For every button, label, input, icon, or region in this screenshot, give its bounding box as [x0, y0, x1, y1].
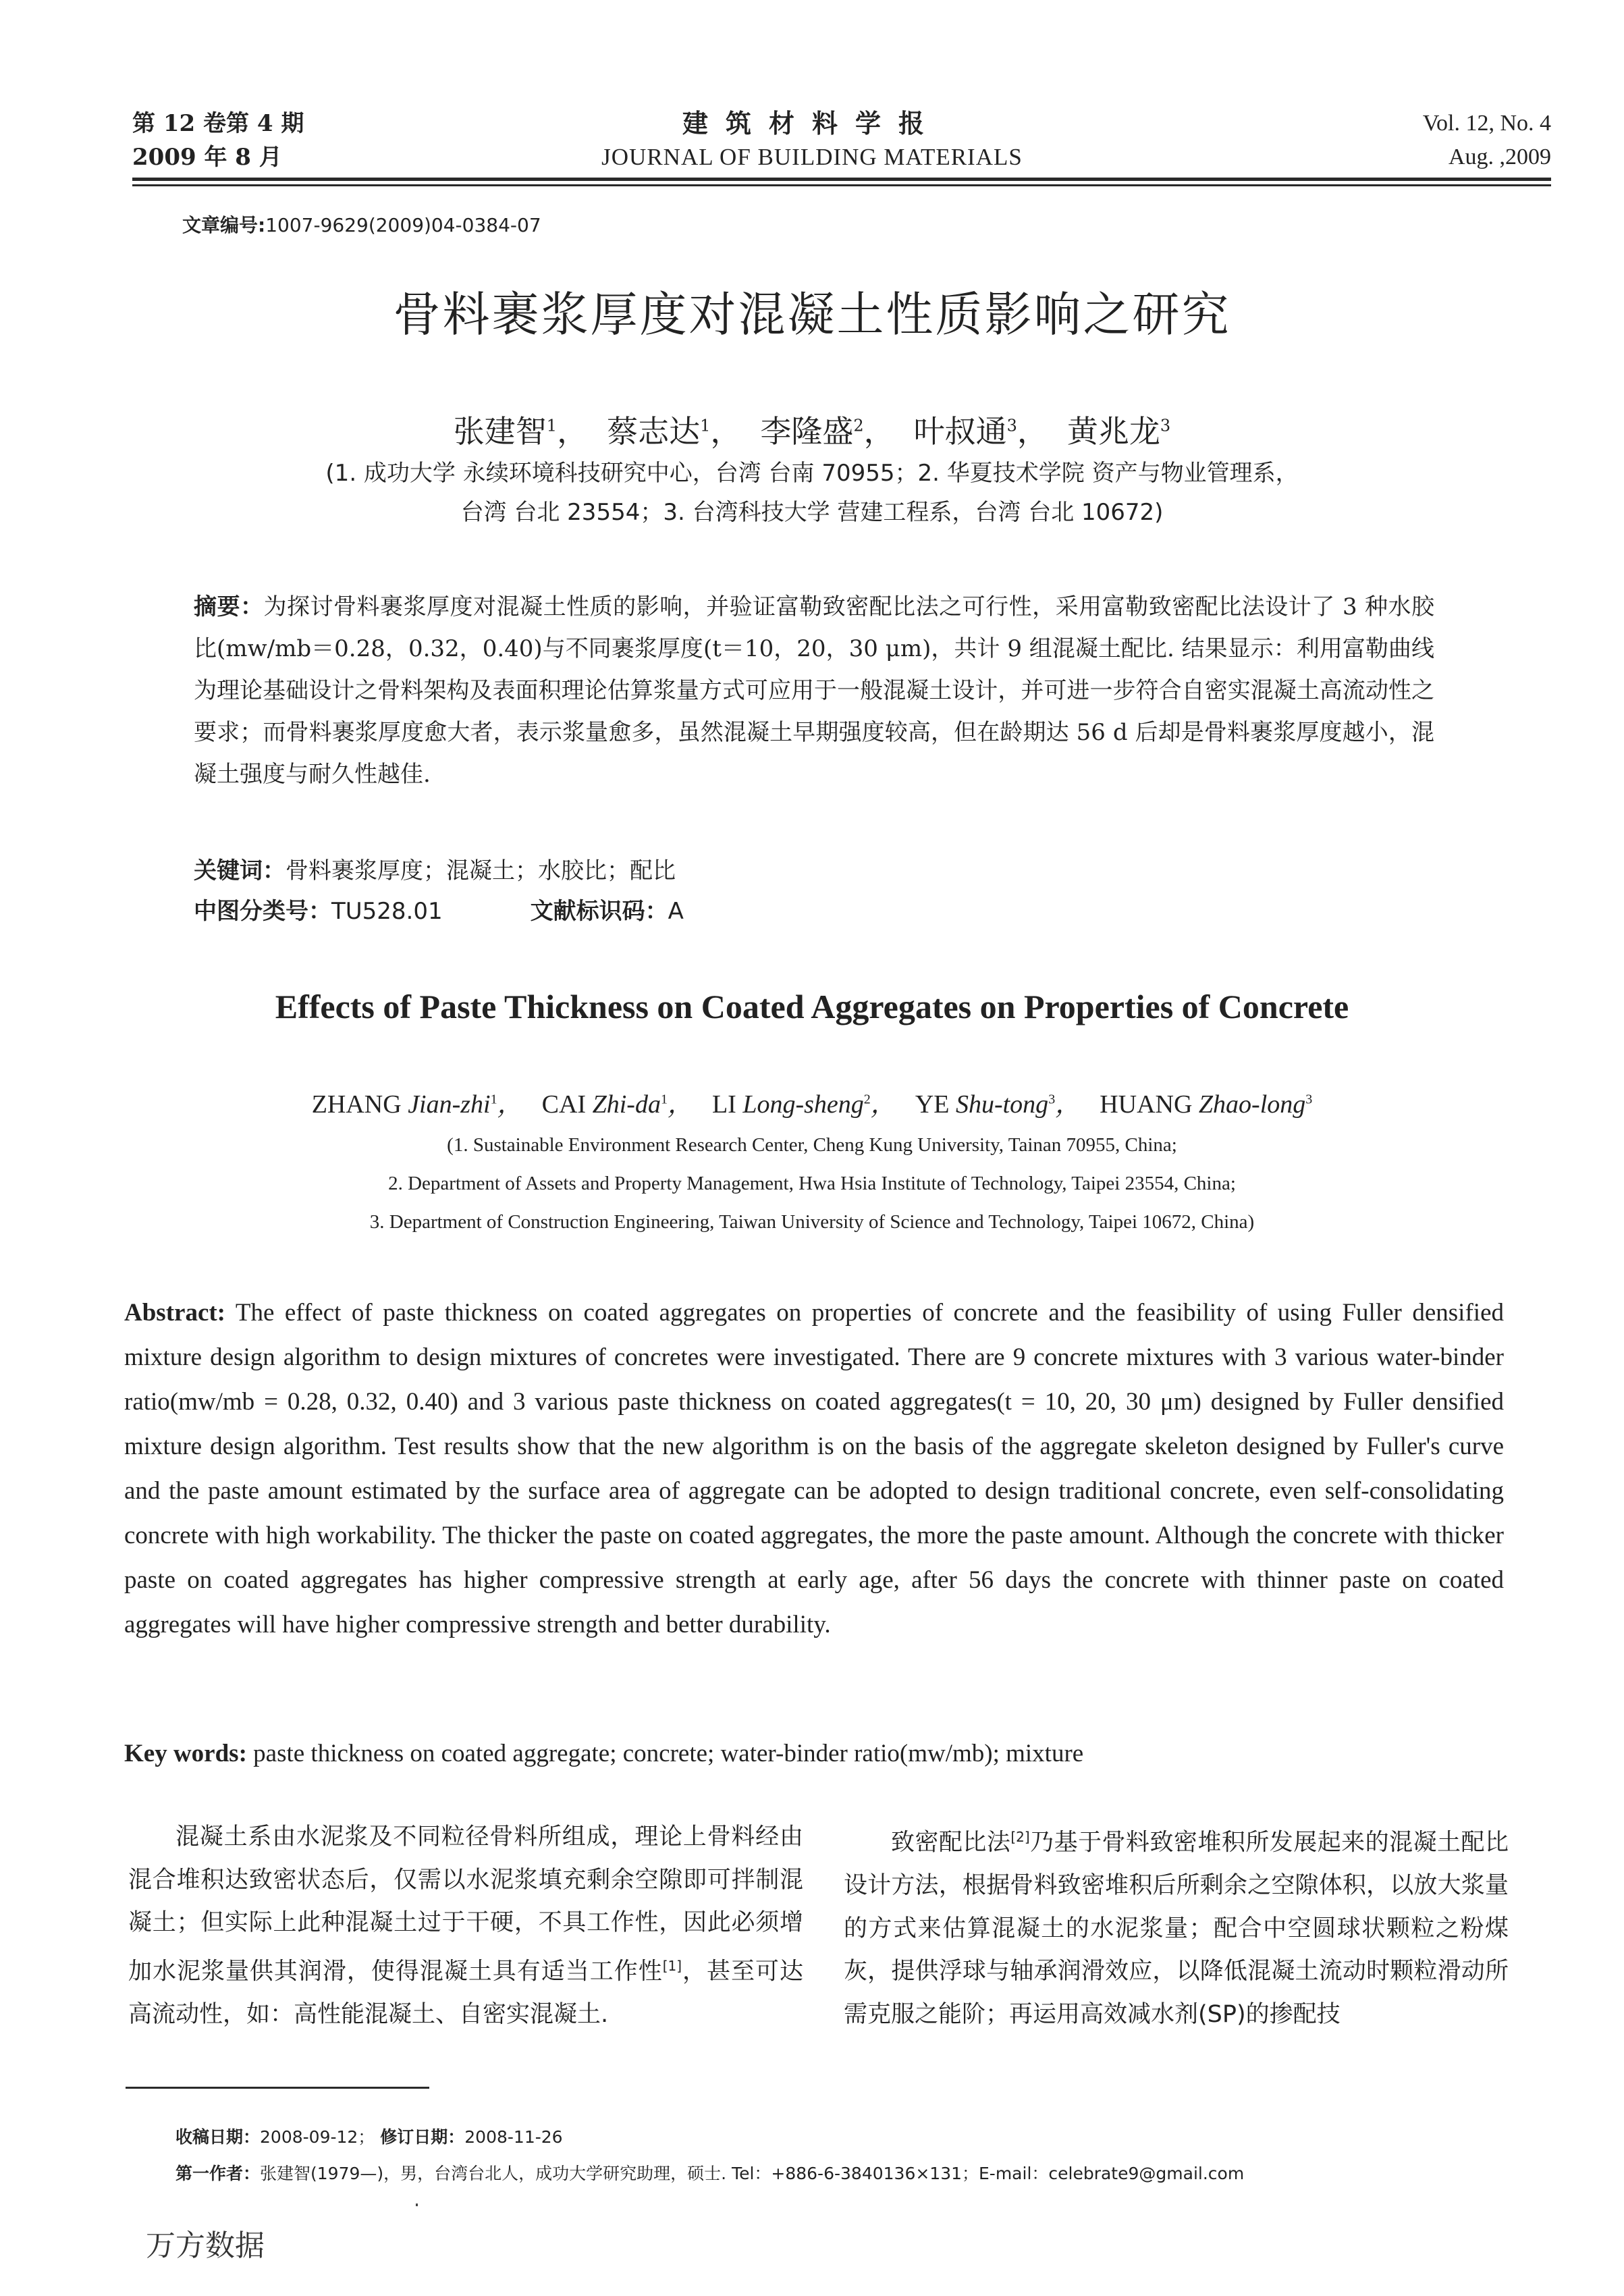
separator: ， [710, 413, 742, 450]
body-text: 乃基于骨料致密堆积所发展起来的混凝土配比设计方法，根据骨料致密堆积后所剩余之空隙体积，以放大浆量的方式来估算混凝土的水泥浆量；配合中空圆球状颗粒之粉煤灰，提供浮球与轴承润滑效应，以降低混凝土流动时颗粒滑动所需克服之能阶；再运用高效减水剂(SP)的掺配技 [844, 1829, 1509, 2028]
author-given-name: Shu-tong [955, 1090, 1049, 1119]
footnote-first-author [175, 2160, 1244, 2185]
body-text: ，甚至可达高流动性，如：高性能混凝土、自密实混凝土. [128, 1958, 803, 2028]
header-issue-en [1423, 107, 1551, 174]
clc-value: TU528.01 [331, 898, 443, 925]
author-cn [760, 413, 894, 450]
abstract-cn-text: 为探讨骨料裹浆厚度对混凝土性质的影响，并验证富勒致密配比法之可行性，采用富勒致密配比法设计了 3 种水胶比(mw/mb＝0.28，0.32，0.40)与不同裹浆厚度(t＝10，20，30 μm)，共计 9 组混凝土配比. 结果显示：利用富勒曲线为理论基础设计之骨料架构及表面积理论估算浆量方式可应用于一般混凝土设计，并可进一步符合自密实混凝土高流动性之要求；而骨料裹浆厚度愈大者，表示浆量愈多，虽然混凝土早期强度较高，但在龄期达 56 d 后却是骨料裹浆厚度越小，混凝土强度与耐久性越佳. [194, 593, 1434, 788]
abstract-en-text: The effect of paste thickness on coated aggregates on properties of concrete and the feasibility of using Fuller densified mixture design algorithm to design mixtures of concretes were investigated. There are 9 concrete mixtures with 3 various water-binder ratio(mw/mb = 0.28, 0.32, 0.40) and 3 various paste thickness on coated aggregates(t = 10, 20, 30 μm) designed by Fuller densified mixture design algorithm. Test results show that the new algorithm is on the basis of the aggregate skeleton designed by Fuller's curve and the paste amount estimated by the surface area of aggregate can be adopted to design traditional concrete, even self-consolidating concrete with high workability. The thicker the paste on coated aggregates, the more the paste amount. Although the concrete with thicker paste on coated aggregates has higher compressive strength at early age, after 56 days the concrete with thinner paste on coated aggregates will have higher compressive strength and better durability. [124, 1299, 1504, 1638]
doc-code-label: 文献标识码： [530, 898, 668, 925]
author-name: 张建智 [453, 413, 547, 450]
author-surname: HUANG [1100, 1090, 1193, 1119]
author-en [915, 1090, 1081, 1119]
date-cn: 2009 年 8 月 [132, 144, 282, 171]
footnote-dates [175, 2124, 563, 2148]
author-en [1100, 1090, 1312, 1119]
affiliation-cn-line: (1. 成功大学 永续环境科技研究中心，台湾 台南 70955；2. 华夏技术学院 资产与物业管理系， [325, 460, 1299, 487]
article-number-label: 文章编号: [182, 214, 266, 236]
separator: ， [497, 1090, 523, 1119]
abstract-cn-label: 摘要： [194, 593, 264, 620]
article-number [182, 211, 541, 238]
affiliation-mark: 3 [1160, 416, 1171, 435]
separator: ， [1055, 1090, 1081, 1119]
date-en: Aug. ,2009 [1448, 144, 1551, 169]
affiliation-mark: 3 [1305, 1092, 1313, 1107]
affiliation-mark: 1 [546, 416, 558, 435]
separator: ， [863, 413, 895, 450]
authors-en [0, 1083, 1624, 1120]
author-en [712, 1090, 896, 1119]
body-text: 致密配比法 [891, 1829, 1011, 1857]
classification-line [194, 892, 684, 926]
volume-issue-cn: 第 12 卷第 4 期 [132, 110, 304, 137]
header-rule-thin [132, 184, 1551, 186]
affiliation-en-line: 2. Department of Assets and Property Management, Hwa Hsia Institute of Technology, Taipei 23554, China; [388, 1173, 1236, 1194]
author-given-name: Jian-zhi [408, 1090, 491, 1119]
author-surname: YE [915, 1090, 950, 1119]
affiliation-mark: 1 [700, 416, 711, 435]
author-given-name: Zhi-da [592, 1090, 661, 1119]
scan-speck [416, 2204, 418, 2206]
revised-label: 修订日期： [380, 2127, 465, 2147]
received-label: 收稿日期： [175, 2127, 261, 2147]
journal-name-en: JOURNAL OF BUILDING MATERIALS [601, 144, 1023, 170]
author-given-name: Zhao-long [1198, 1090, 1306, 1119]
watermark: 万方数据 [146, 2228, 265, 2263]
clc-label: 中图分类号： [194, 898, 331, 925]
first-author-label: 第一作者： [175, 2164, 261, 2183]
affiliation-cn-line: 台湾 台北 23554；3. 台湾科技大学 营建工程系，台湾 台北 10672) [460, 499, 1164, 526]
affiliations-cn [0, 454, 1624, 532]
authors-cn [0, 407, 1624, 452]
body-column-right [844, 1816, 1509, 2036]
journal-name-cn: 建筑材料学报 [682, 109, 942, 138]
affiliation-mark: 2 [853, 416, 864, 435]
keywords-en-label: Key words: [124, 1740, 247, 1767]
received-value: 2008-09-12； [260, 2127, 375, 2147]
affiliation-mark: 2 [863, 1092, 871, 1107]
author-name: 蔡志达 [607, 413, 701, 450]
author-cn [1067, 413, 1170, 450]
keywords-cn-text: 骨料裹浆厚度；混凝土；水胶比；配比 [286, 857, 676, 884]
affiliation-en-line: (1. Sustainable Environment Research Center, Cheng Kung University, Tainan 70955, China; [447, 1134, 1177, 1156]
volume-issue-en: Vol. 12, No. 4 [1422, 111, 1551, 136]
body-column-left [128, 1816, 803, 2036]
body-paragraph [844, 1816, 1509, 2036]
abstract-en-label: Abstract: [124, 1299, 226, 1327]
affiliation-mark: 1 [490, 1092, 497, 1107]
affiliation-mark: 1 [660, 1092, 668, 1107]
first-author-value: 张建智(1979—)，男，台湾台北人，成功大学研究助理，硕士. Tel：+886-6-3840136×131；E-mail：celebrate9@gmail.com [260, 2164, 1245, 2183]
abstract-en [124, 1291, 1504, 1647]
author-given-name: Long-sheng [742, 1090, 864, 1119]
keywords-cn-label: 关键词： [194, 857, 286, 884]
abstract-cn [194, 586, 1434, 795]
footnote-rule [126, 2087, 429, 2089]
header-rule-thick [132, 178, 1551, 181]
affiliation-mark: 3 [1006, 416, 1017, 435]
revised-value: 2008-11-26 [464, 2127, 563, 2147]
author-surname: ZHANG [311, 1090, 402, 1119]
author-name: 叶叔通 [913, 413, 1007, 450]
keywords-en [124, 1739, 1083, 1768]
affiliations-en [0, 1126, 1624, 1242]
author-cn [454, 413, 588, 450]
keywords-en-text: paste thickness on coated aggregate; concrete; water-binder ratio(mw/mb); mixture [253, 1740, 1084, 1767]
separator: ， [667, 1090, 693, 1119]
body-text: 混凝土系由水泥浆及不同粒径骨料所组成，理论上骨料经由混合堆积达致密状态后，仅需以水泥浆填充剩余空隙即可拌制混凝土；但实际上此种混凝土过于干硬，不具工作性，因此必须增加水泥浆量供其润滑，使得混凝土具有适当工作性 [128, 1823, 803, 1985]
citation-ref[interactable]: [2] [1010, 1829, 1030, 1845]
author-name: 李隆盛 [760, 413, 854, 450]
title-en: Effects of Paste Thickness on Coated Aggregates on Properties of Concrete [275, 988, 1349, 1025]
affiliation-en-line: 3. Department of Construction Engineering, Taiwan University of Science and Technology, Taipei 10672, China) [369, 1211, 1255, 1233]
body-paragraph [128, 1816, 803, 2036]
author-cn [914, 413, 1048, 450]
author-en [312, 1090, 523, 1119]
author-name: 黄兆龙 [1066, 413, 1160, 450]
doc-code-value: A [668, 898, 684, 925]
separator: ， [1017, 413, 1048, 450]
separator: ， [557, 413, 589, 450]
keywords-cn [194, 852, 676, 885]
title-cn: 骨料裹浆厚度对混凝土性质影响之研究 [393, 287, 1231, 342]
author-surname: CAI [541, 1090, 587, 1119]
affiliation-mark: 3 [1048, 1092, 1056, 1107]
author-cn [607, 413, 741, 450]
author-surname: LI [711, 1090, 736, 1119]
article-number-value: 1007-9629(2009)04-0384-07 [265, 214, 541, 236]
citation-ref[interactable]: [1] [662, 1957, 682, 1974]
separator: ， [870, 1090, 896, 1119]
author-en [542, 1090, 693, 1119]
journal-masthead [0, 107, 1624, 174]
